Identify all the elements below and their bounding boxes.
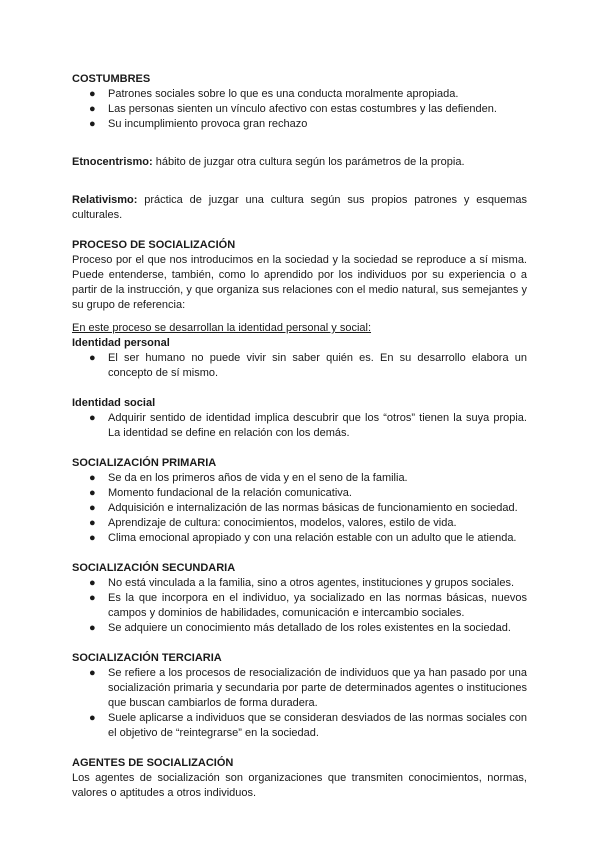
bullet-icon: ● — [89, 502, 96, 514]
identidad-personal-list — [72, 351, 527, 381]
bullet-icon: ● — [89, 667, 96, 679]
terciaria-heading: SOCIALIZACIÓN TERCIARIA — [72, 652, 222, 664]
list-item: ● Adquirir sentido de identidad implica descubrir que los “otros” tienen la suya propia. La identidad se define en relación con los demás. — [89, 412, 527, 439]
identidad-social-list — [72, 411, 527, 441]
bullet-icon: ● — [89, 487, 96, 499]
terciaria-list — [72, 666, 527, 741]
list-item: ● Patrones sociales sobre lo que es una conducta moralmente apropiada. — [89, 88, 459, 100]
bullet-icon: ● — [89, 532, 96, 544]
bullet-icon: ● — [89, 118, 96, 130]
costumbres-heading: COSTUMBRES — [72, 73, 151, 85]
list-item: ● Aprendizaje de cultura: conocimientos, modelos, valores, estilo de vida. — [89, 517, 457, 529]
bullet-icon: ● — [89, 103, 96, 115]
list-item: ● Se da en los primeros años de vida y en el seno de la familia. — [89, 472, 408, 484]
list-item: ● El ser humano no puede vivir sin saber quién es. En su desarrollo elabora un concepto de sí mismo. — [89, 352, 527, 379]
list-item: ● No está vinculada a la familia, sino a otros agentes, instituciones y grupos sociales. — [89, 577, 514, 589]
etnocentrismo-definition: Etnocentrismo: hábito de juzgar otra cultura según los parámetros de la propia. — [72, 156, 465, 168]
primaria-list — [72, 471, 527, 546]
primaria-heading: SOCIALIZACIÓN PRIMARIA — [72, 457, 217, 469]
relativismo-definition: Relativismo: práctica de juzgar una cultura según sus propios patrones y esquemas culturales. — [72, 194, 527, 221]
bullet-icon: ● — [89, 352, 96, 364]
list-item: ● Se adquiere un conocimiento más detallado de los roles existentes en la sociedad. — [89, 622, 511, 634]
list-item: ● Las personas sienten un vínculo afectivo con estas costumbres y las defienden. — [89, 103, 497, 115]
etnocentrismo-term: Etnocentrismo: — [72, 156, 153, 168]
agentes-heading: AGENTES DE SOCIALIZACIÓN — [72, 757, 234, 769]
secundaria-heading: SOCIALIZACIÓN SECUNDARIA — [72, 562, 236, 574]
list-item: ● Momento fundacional de la relación comunicativa. — [89, 487, 352, 499]
list-item: ● Suele aplicarse a individuos que se consideran desviados de las normas sociales con el objetivo de “reintegrarse” en la sociedad. — [89, 712, 527, 739]
identidad-social-heading: Identidad social — [72, 397, 156, 409]
bullet-icon: ● — [89, 88, 96, 100]
bullet-icon: ● — [89, 577, 96, 589]
agentes-paragraph: Los agentes de socialización son organizaciones que transmiten conocimientos, normas, valores o aptitudes a otros individuos. — [72, 772, 527, 799]
bullet-icon: ● — [89, 472, 96, 484]
costumbres-list — [72, 87, 527, 132]
bullet-icon: ● — [89, 712, 96, 724]
list-item: ● Se refiere a los procesos de resocialización de individuos que ya han pasado por una socialización primaria y secundaria por parte de determinados agentes o instituciones que buscan cambiarlos de forma duradera. — [89, 667, 527, 709]
list-item: ● Adquisición e internalización de las normas básicas de funcionamiento en sociedad. — [89, 502, 518, 514]
proceso-paragraph: Proceso por el que nos introducimos en la sociedad y la sociedad se reproduce a sí misma. Puede entenderse, también, como lo aprendido por los individuos por su experiencia o a partir de la instrucción, y que organiza sus relaciones con el medio natural, sus semejantes y su grupo de referencia: — [72, 254, 527, 311]
proceso-heading: PROCESO DE SOCIALIZACIÓN — [72, 239, 236, 251]
relativismo-term: Relativismo: — [72, 194, 138, 206]
identidad-subtitle: En este proceso se desarrollan la identidad personal y social: — [72, 322, 372, 334]
bullet-icon: ● — [89, 622, 96, 634]
identidad-personal-heading: Identidad personal — [72, 337, 170, 349]
bullet-icon: ● — [89, 412, 96, 424]
bullet-icon: ● — [89, 517, 96, 529]
bullet-icon: ● — [89, 592, 96, 604]
document-page — [72, 72, 527, 801]
secundaria-list — [72, 576, 527, 636]
list-item: ● Su incumplimiento provoca gran rechazo — [89, 118, 308, 130]
list-item: ● Es la que incorpora en el individuo, ya socializado en las normas básicas, nuevos campos y dominios de habilidades, comunicación e intercambio sociales. — [89, 592, 527, 619]
list-item: ● Clima emocional apropiado y con una relación estable con un adulto que le atienda. — [89, 532, 517, 544]
